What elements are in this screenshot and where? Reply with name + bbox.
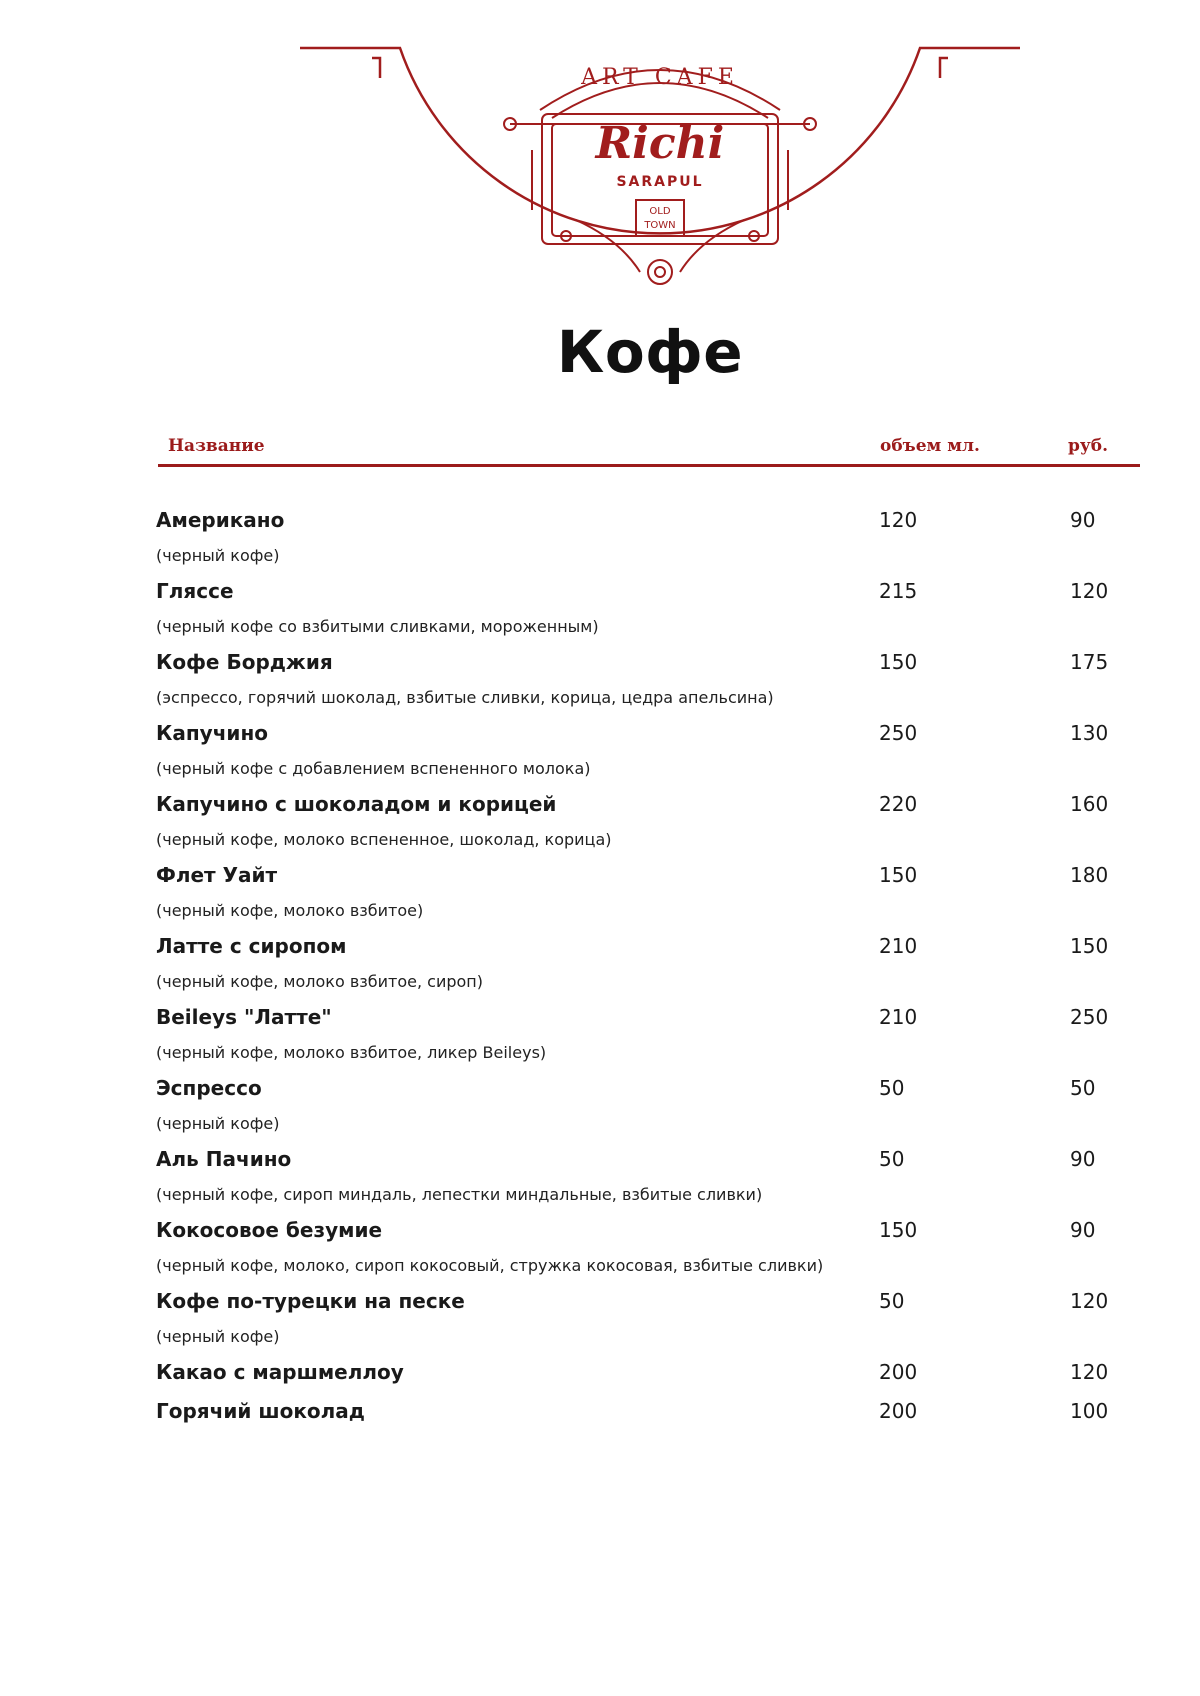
item-price: 150	[1070, 934, 1109, 958]
item-price: 120	[1070, 1289, 1109, 1313]
item-volume: 200	[879, 1360, 918, 1384]
item-volume: 220	[879, 792, 918, 816]
item-price: 175	[1070, 650, 1109, 674]
menu-item	[156, 579, 1116, 650]
item-description: (черный кофе, молоко вспененное, шоколад, корица)	[156, 830, 612, 849]
item-price: 90	[1070, 1147, 1096, 1171]
item-price: 130	[1070, 721, 1109, 745]
logo-emblem	[300, 40, 1020, 300]
item-volume: 50	[879, 1076, 905, 1100]
item-description: (черный кофе, молоко взбитое, сироп)	[156, 972, 484, 991]
header-divider	[158, 464, 1140, 467]
item-price: 180	[1070, 863, 1109, 887]
item-description: (черный кофе, молоко взбитое, ликер Beileys)	[156, 1043, 547, 1062]
menu-item	[156, 650, 1116, 721]
menu-item	[156, 1076, 1116, 1147]
item-price: 90	[1070, 1218, 1096, 1242]
item-volume: 50	[879, 1289, 905, 1313]
item-name: Кофе по-турецки на песке	[156, 1289, 465, 1313]
item-volume: 150	[879, 1218, 918, 1242]
menu-item	[156, 1218, 1116, 1289]
cafe-logo	[300, 40, 1020, 300]
item-volume: 120	[879, 508, 918, 532]
column-header-price: руб.	[1068, 436, 1109, 456]
page-title: Кофе	[556, 318, 744, 386]
item-name: Флет Уайт	[156, 863, 278, 887]
item-name: Горячий шоколад	[156, 1399, 365, 1423]
item-description: (черный кофе)	[156, 1114, 280, 1133]
item-price: 90	[1070, 508, 1096, 532]
item-description: (черный кофе, молоко взбитое)	[156, 901, 424, 920]
logo-brand: Richi	[595, 118, 725, 169]
menu-item	[156, 1147, 1116, 1218]
item-name: Капучино	[156, 721, 269, 745]
item-description: (черный кофе, сироп миндаль, лепестки миндальные, взбитые сливки)	[156, 1185, 763, 1204]
menu-item	[156, 1289, 1116, 1360]
logo-city: SARAPUL	[616, 174, 704, 190]
item-name: Капучино с шоколадом и корицей	[156, 792, 557, 816]
item-volume: 50	[879, 1147, 905, 1171]
item-description: (эспрессо, горячий шоколад, взбитые сливки, корица, цедра апельсина)	[156, 688, 774, 707]
item-price: 50	[1070, 1076, 1096, 1100]
item-volume: 215	[879, 579, 918, 603]
menu-item	[156, 1399, 1116, 1438]
item-name: Латте с сиропом	[156, 934, 347, 958]
item-description: (черный кофе с добавлением вспененного молока)	[156, 759, 591, 778]
item-price: 120	[1070, 579, 1109, 603]
item-volume: 150	[879, 863, 918, 887]
item-volume: 210	[879, 934, 918, 958]
menu-item	[156, 508, 1116, 579]
logo-arc-text: ART CAFE	[581, 65, 739, 90]
item-volume: 210	[879, 1005, 918, 1029]
item-name: Кокосовое безумие	[156, 1218, 383, 1242]
menu-item	[156, 863, 1116, 934]
column-header-name: Название	[168, 436, 265, 456]
menu-item	[156, 792, 1116, 863]
item-name: Beileys "Латте"	[156, 1005, 332, 1029]
item-description: (черный кофе)	[156, 546, 280, 565]
menu-item	[156, 934, 1116, 1005]
item-description: (черный кофе со взбитыми сливками, мороженным)	[156, 617, 599, 636]
item-description: (черный кофе, молоко, сироп кокосовый, стружка кокосовая, взбитые сливки)	[156, 1256, 824, 1275]
item-name: Аль Пачино	[156, 1147, 292, 1171]
menu-item	[156, 1005, 1116, 1076]
item-volume: 200	[879, 1399, 918, 1423]
item-volume: 150	[879, 650, 918, 674]
item-volume: 250	[879, 721, 918, 745]
item-price: 250	[1070, 1005, 1109, 1029]
item-name: Американо	[156, 508, 285, 532]
item-price: 160	[1070, 792, 1109, 816]
item-name: Эспрессо	[156, 1076, 262, 1100]
item-name: Какао с маршмеллоу	[156, 1360, 404, 1384]
item-price: 100	[1070, 1399, 1109, 1423]
item-name: Кофе Борджия	[156, 650, 333, 674]
menu-list	[156, 508, 1116, 1438]
logo-tagline-2: TOWN	[644, 220, 676, 231]
menu-item	[156, 1360, 1116, 1399]
menu-item	[156, 721, 1116, 792]
logo-tagline-1: OLD	[649, 206, 671, 217]
item-price: 120	[1070, 1360, 1109, 1384]
item-description: (черный кофе)	[156, 1327, 280, 1346]
column-header-volume: объем мл.	[880, 436, 980, 456]
item-name: Гляссе	[156, 579, 234, 603]
